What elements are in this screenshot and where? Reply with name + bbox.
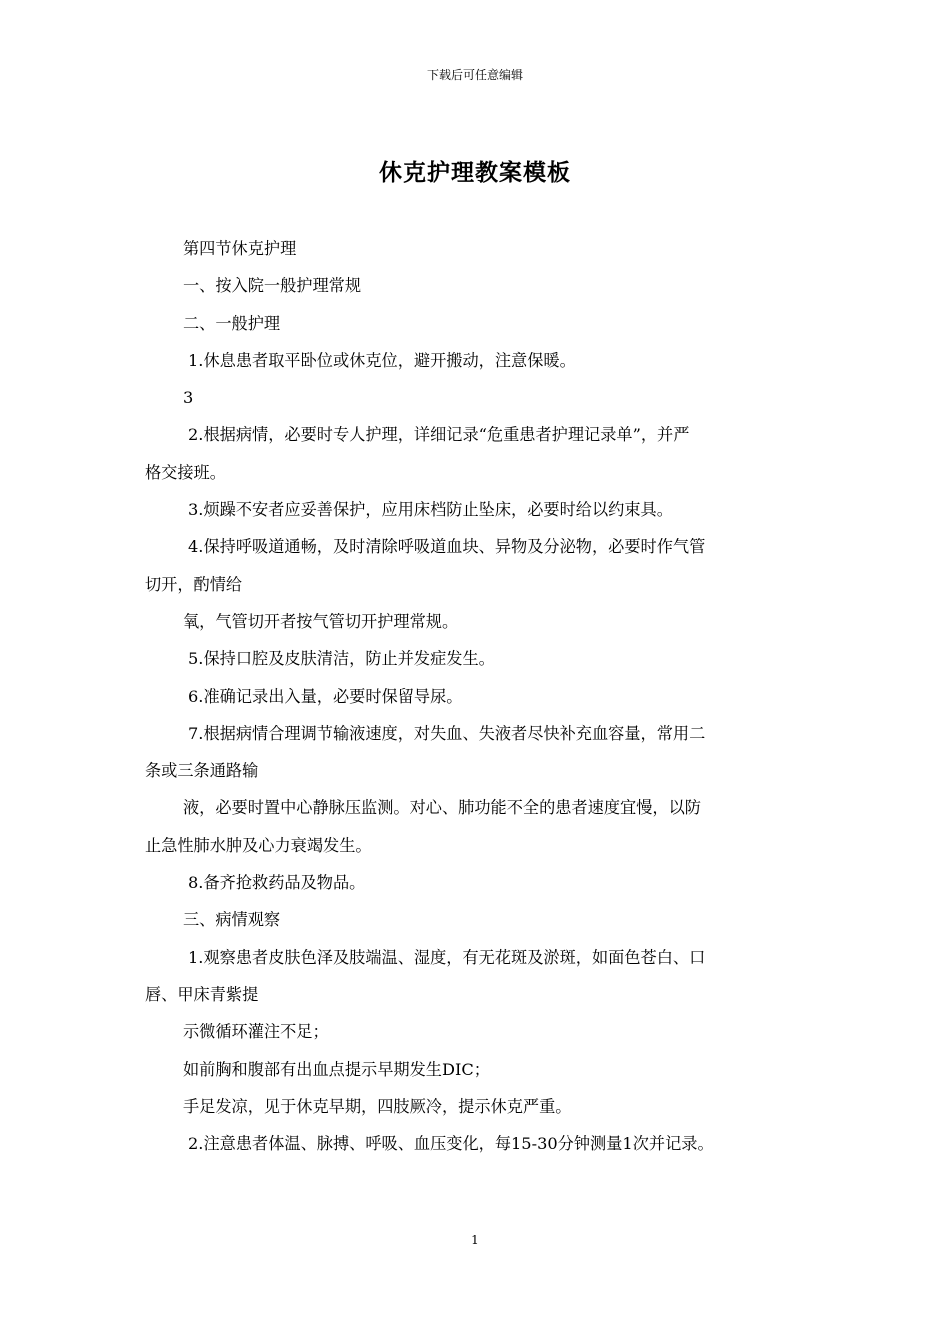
- text-line: 第四节休克护理: [183, 239, 297, 258]
- text-line: 氧，气管切开者按气管切开护理常规。: [183, 611, 459, 631]
- text-line: 止急性肺水肿及心力衰竭发生。: [145, 835, 372, 855]
- text-line: 条或三条通路输: [145, 761, 259, 781]
- text-line: 唇、甲床青紫提: [145, 984, 259, 1004]
- text-line: 3: [183, 388, 194, 408]
- text-line: 液，必要时置中心静脉压监测。对心、肺功能不全的患者速度宜慢，以防: [183, 798, 701, 818]
- text-line: 一、按入院一般护理常规: [183, 276, 362, 296]
- document-title: 休克护理教案模板: [379, 159, 571, 186]
- text-line: 4.保持呼吸道通畅，及时清除呼吸道血块、异物及分泌物，必要时作气管: [188, 537, 706, 557]
- text-line: 2.根据病情，必要时专人护理，详细记录“危重患者护理记录单”，并严: [188, 425, 690, 445]
- text-line: 手足发凉，见于休克早期，四肢厥冷，提示休克严重。: [183, 1096, 572, 1116]
- text-line: 2.注意患者体温、脉搏、呼吸、血压变化，每15-30分钟测量1次并记录。: [188, 1134, 714, 1154]
- text-line: 7.根据病情合理调节输液速度，对失血、失液者尽快补充血容量，常用二: [188, 723, 706, 743]
- text-line: 格交接班。: [145, 462, 226, 482]
- text-line: 二、一般护理: [183, 313, 281, 333]
- text-line: 5.保持口腔及皮肤清洁，防止并发症发生。: [188, 649, 495, 669]
- text-line: 1.休息患者取平卧位或休克位，避开搬动，注意保暖。: [188, 350, 576, 370]
- text-line: 8.备齐抢救药品及物品。: [188, 873, 366, 893]
- text-line: 1.观察患者皮肤色泽及肢端温、湿度，有无花斑及淤斑，如面色苍白、口: [188, 947, 706, 967]
- text-line: 6.准确记录出入量，必要时保留导尿。: [188, 686, 463, 706]
- text-line: 如前胸和腹部有出血点提示早期发生DIC；: [183, 1059, 490, 1079]
- page-number: 1: [471, 1233, 479, 1247]
- text-line: 3.烦躁不安者应妥善保护，应用床档防止坠床，必要时给以约束具。: [188, 500, 673, 520]
- text-line: 示微循环灌注不足；: [183, 1022, 329, 1042]
- document-body: [145, 230, 810, 1162]
- text-line: 三、病情观察: [183, 910, 281, 930]
- text-line: 切开，酌情给: [145, 574, 243, 594]
- page-header: 下载后可任意编辑: [426, 68, 523, 82]
